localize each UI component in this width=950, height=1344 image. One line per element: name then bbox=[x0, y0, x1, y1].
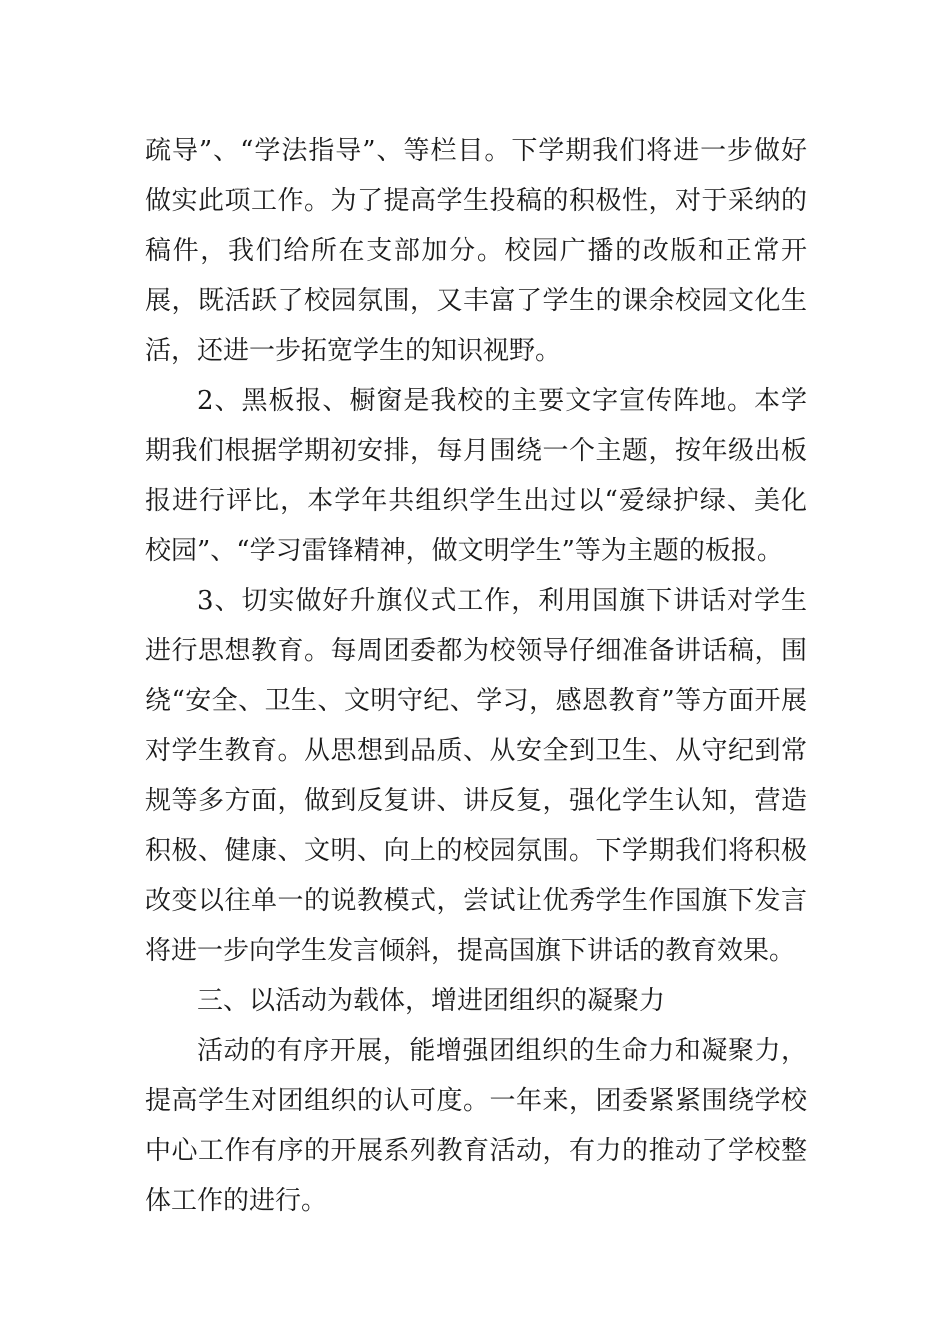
paragraph-activities: 活动的有序开展，能增强团组织的生命力和凝聚力，提高学生对团组织的认可度。一年来，团委紧紧围绕学校中心工作有序的开展系列教育活动，有力的推动了学校整体工作的进行。 bbox=[145, 1036, 807, 1216]
section-heading-3: 三、以活动为载体，增进团组织的凝聚力 bbox=[197, 986, 666, 1016]
document-body bbox=[145, 126, 807, 1226]
paragraph-item-2: 2、黑板报、橱窗是我校的主要文字宣传阵地。本学期我们根据学期初安排，每月围绕一个主题，按年级出板报进行评比，本学年共组织学生出过以“爱绿护绿、美化校园”、“学习雷锋精神，做文明学生”等为主题的板报。 bbox=[145, 386, 807, 566]
paragraph-continuation: 疏导”、“学法指导”、等栏目。下学期我们将进一步做好做实此项工作。为了提高学生投稿的积极性，对于采纳的稿件，我们给所在支部加分。校园广播的改版和正常开展，既活跃了校园氛围，又丰富了学生的课余校园文化生活，还进一步拓宽学生的知识视野。 bbox=[145, 136, 807, 366]
paragraph-item-3: 3、切实做好升旗仪式工作，利用国旗下讲话对学生进行思想教育。每周团委都为校领导仔细准备讲话稿，围绕“安全、卫生、文明守纪、学习，感恩教育”等方面开展对学生教育。从思想到品质、从安全到卫生、从守纪到常规等多方面，做到反复讲、讲反复，强化学生认知，营造积极、健康、文明、向上的校园氛围。下学期我们将积极改变以往单一的说教模式，尝试让优秀学生作国旗下发言将进一步向学生发言倾斜，提高国旗下讲话的教育效果。 bbox=[145, 586, 807, 966]
